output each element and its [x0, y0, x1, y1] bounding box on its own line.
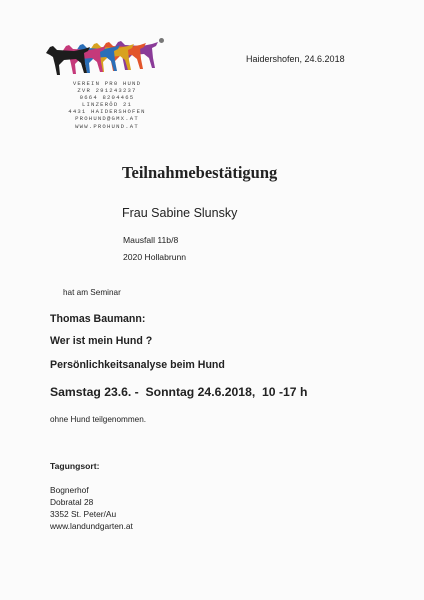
venue-website: www.landundgarten.at — [50, 521, 133, 531]
outro-text: ohne Hund teilgenommen. — [50, 415, 147, 424]
organization-address-block — [52, 80, 162, 130]
place-date: Haidershofen, 24.6.2018 — [246, 54, 345, 64]
org-line: ZVR 291243237 — [77, 87, 137, 95]
recipient-city: 2020 Hollabrunn — [123, 252, 187, 262]
registered-mark — [159, 38, 164, 43]
dog-silhouettes-logo — [44, 32, 164, 78]
seminar-question: Wer ist mein Hund ? — [50, 335, 153, 347]
venue-street: Dobratal 28 — [50, 497, 94, 507]
document-title: Teilnahmebestätigung — [122, 163, 278, 182]
org-line: 4431 HAIDERSHOFEN — [68, 108, 146, 116]
org-line: WWW.PROHUND.AT — [75, 122, 139, 130]
venue-name: Bognerhof — [50, 485, 89, 495]
seminar-topic: Persönlichkeitsanalyse beim Hund — [50, 359, 225, 371]
venue-label: Tagungsort: — [50, 461, 100, 471]
seminar-lecturer: Thomas Baumann: — [50, 313, 146, 325]
seminar-dates: Samstag 23.6. - Sonntag 24.6.2018, 10 -17 h — [50, 385, 308, 399]
org-line: 0664 8204465 — [79, 94, 135, 102]
org-line: VEREIN PR0 HUND — [72, 80, 142, 87]
recipient-street: Mausfall 11b/8 — [123, 235, 179, 245]
recipient-name: Frau Sabine Slunsky — [122, 206, 238, 220]
venue-city: 3352 St. Peter/Au — [50, 509, 117, 519]
org-line: PROHUND@GMX.AT — [75, 115, 139, 123]
intro-text: hat am Seminar — [63, 288, 121, 297]
org-line: LINZERÖD 21 — [81, 101, 133, 109]
